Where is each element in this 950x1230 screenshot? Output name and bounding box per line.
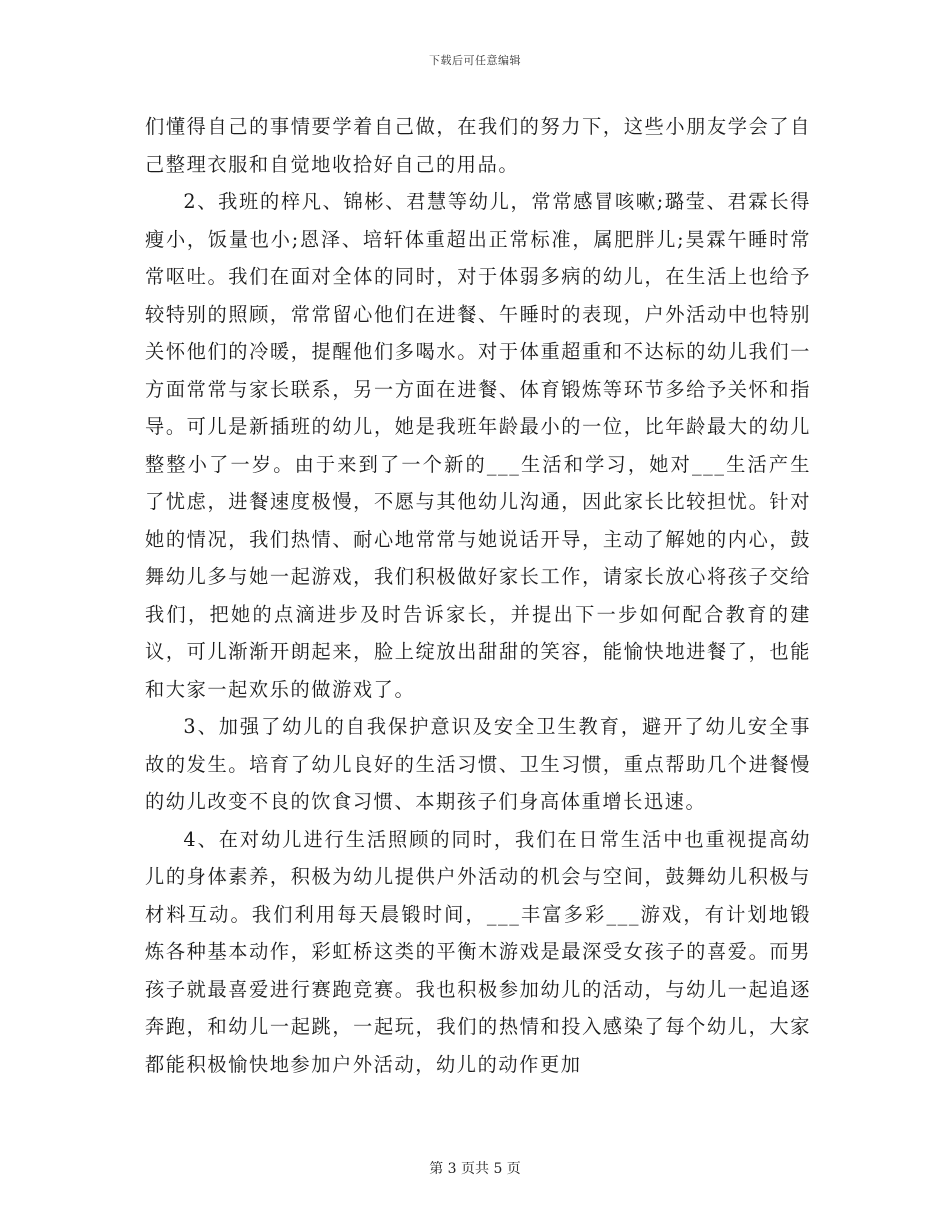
page-header: 下载后可任意编辑 (429, 54, 521, 67)
page-footer: 第 3 页共 5 页 (429, 1161, 521, 1177)
paragraph-4: 4、在对幼儿进行生活照顾的同时，我们在日常生活中也重视提高幼儿的身体素养，积极为幼儿提供户外活动的机会与空间，鼓舞幼儿积极与材料互动。我们利用每天晨锻时间，___丰富多彩___游戏，有计划地锻炼各种基本动作，彩虹桥这类的平衡木游戏是最深受女孩子的喜爱。而男孩子就最喜爱进行赛跑竞赛。我也积极参加幼儿的活动，与幼儿一起追逐奔跑，和幼儿一起跳，一起玩，我们的热情和投入感染了每个幼儿，大家都能积极愉快地参加户外活动，幼儿的动作更加 (145, 827, 811, 1076)
paragraph-2: 2、我班的梓凡、锦彬、君慧等幼儿，常常感冒咳嗽;璐莹、君霖长得瘦小，饭量也小;恩泽、培轩体重超出正常标准，属肥胖儿;昊霖午睡时常常呕吐。我们在面对全体的同时，对于体弱多病的幼儿，在生活上也给予较特别的照顾，常常留心他们在进餐、午睡时的表现，户外活动中也特别关怀他们的冷暖，提醒他们多喝水。对于体重超重和不达标的幼儿我们一方面常常与家长联系，另一方面在进餐、体育锻炼等环节多给予关怀和指导。可儿是新插班的幼儿，她是我班年龄最小的一位，比年龄最大的幼儿整整小了一岁。由于来到了一个新的___生活和学习，她对___生活产生了忧虑，进餐速度极慢，不愿与其他幼儿沟通，因此家长比较担忧。针对她的情况，我们热情、耐心地常常与她说话开导，主动了解她的内心，鼓舞幼儿多与她一起游戏，我们积极做好家长工作，请家长放心将孩子交给我们，把她的点滴进步及时告诉家长，并提出下一步如何配合教育的建议，可儿渐渐开朗起来，脸上绽放出甜甜的笑容，能愉快地进餐了，也能和大家一起欢乐的做游戏了。 (145, 190, 811, 701)
paragraph-3: 3、加强了幼儿的自我保护意识及安全卫生教育，避开了幼儿安全事故的发生。培育了幼儿良好的生活习惯、卫生习惯，重点帮助几个进餐慢的幼儿改变不良的饮食习惯、本期孩子们身高体重增长迅速。 (145, 715, 811, 813)
body-text (145, 108, 811, 1083)
paragraph-1: 们懂得自己的事情要学着自己做，在我们的努力下，这些小朋友学会了自己整理衣服和自觉地收拾好自己的用品。 (145, 115, 811, 176)
